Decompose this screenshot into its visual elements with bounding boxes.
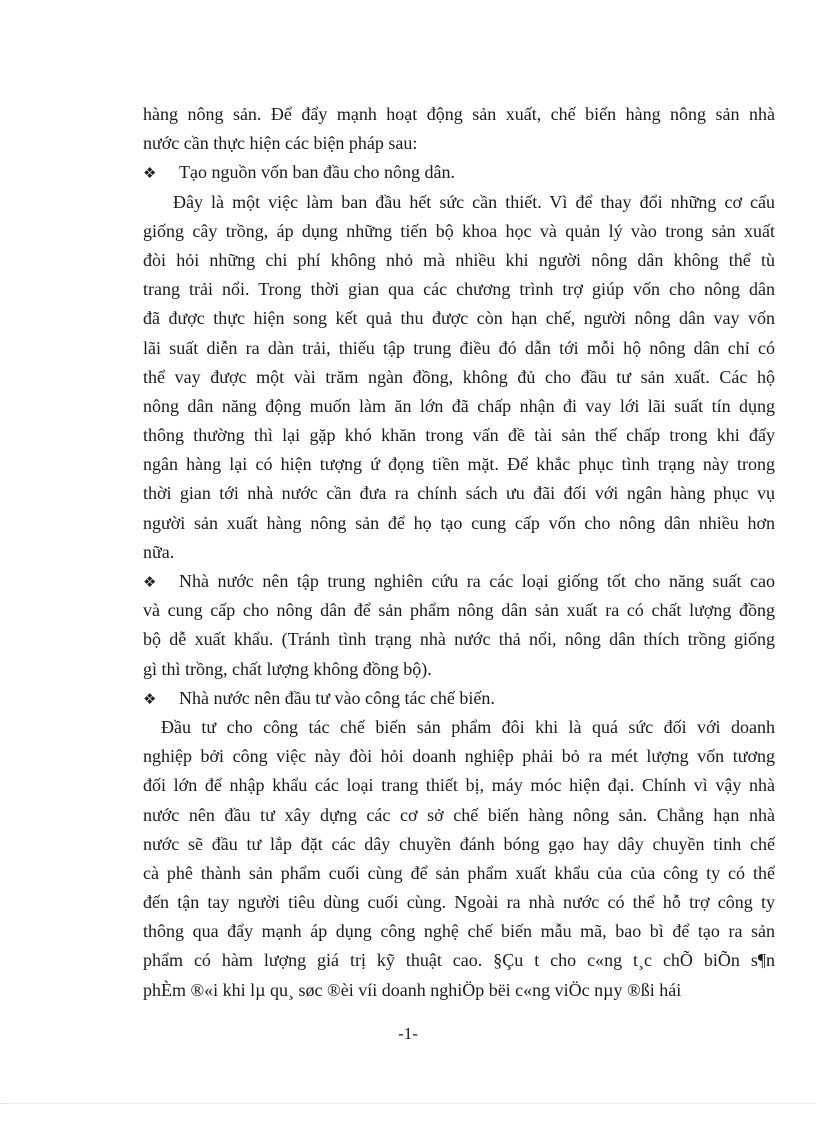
text-line: ngân hàng lại có hiện tượng ứ đọng tiền mặt. Để khắc phục tình trạng này trong [143,454,775,475]
text-line: nông dân năng động muốn làm ăn lớn đã chấp nhận đi vay lới lãi suất tín dụng [143,395,775,416]
body-text [143,100,775,1005]
diamond-bullet-icon: ❖ [143,573,157,591]
text-line: Đây là một việc làm ban đầu hết sức cần thiết. Vì để thay đổi những cơ cấu [173,191,775,212]
text-line: đòi hỏi những chi phí không nhỏ mà nhiều khi người nông dân không thể tù [143,249,775,270]
bullet-item [143,684,775,713]
bullet-text: Nhà nước nên đầu tư vào công tác chế biến. [179,687,495,708]
text-line: thông qua đẩy mạnh áp dụng công nghệ chế biến mẫu mã, bao bì để tạo ra sản [143,921,775,942]
diamond-bullet-icon: ❖ [143,689,157,708]
text-line: cà phê thành sản phẩm cuối cùng để sản phẩm xuất khẩu của của công ty có thể [143,862,775,883]
text-line: phÈm ®«i khi lµ qu¸ søc ®èi víi doanh nghiÖp bëi c«ng viÖc nµy ®ßi hái [143,979,682,1000]
text-line: nghiệp bởi công việc này đòi hỏi doanh nghiệp phải bỏ ra mét lượng vốn tương [143,746,775,767]
text-line: người sản xuất hàng nông sản để họ tạo cung cấp vốn cho nông dân nhiều hơn [143,512,775,533]
text-line: gì thì trồng, chất lượng không đồng bộ). [143,658,432,679]
bullet-item [143,158,775,187]
page-number: -1- [398,1024,418,1043]
bullet-item [143,567,775,596]
text-line: Đầu tư cho công tác chế biến sản phẩm đôi khi là quá sức đối với doanh [161,716,775,737]
text-line: nữa. [143,541,175,562]
text-line: bộ dễ xuất khẩu. (Tránh tình trạng nhà nước thả nổi, nông dân thích trồng giống [143,629,775,650]
text-line: lãi suất diễn ra dàn trải, thiếu tập trung điều đó dẫn tới mỗi hộ nông dân chỉ có [143,337,775,358]
text-line: đến tận tay người tiêu dùng cuối cùng. Ngoài ra nhà nước có thể hỗ trợ công ty [143,892,775,913]
bullet-text: Nhà nước nên tập trung nghiên cứu ra các loại giống tốt cho năng suất cao [179,571,775,591]
text-line: nước nên đầu tư xây dựng các cơ sở chế biến hàng nông sản. Chẳng hạn nhà [143,804,775,825]
text-line: thời gian tới nhà nước cần đưa ra chính sách ưu đãi đối với ngân hàng phục vụ [143,483,775,504]
text-line: và cung cấp cho nông dân để sản phẩm nông dân sản xuất ra có chất lượng đồng [143,600,775,621]
text-line: nước cần thực hiện các biện pháp sau: [143,133,418,154]
footer-divider [0,1103,816,1104]
text-line: nước sẽ đầu tư lắp đặt các dây chuyền đánh bóng gạo hay dây chuyền tinh chế [143,833,775,854]
text-line: thông thường thì lại gặp khó khăn trong vấn đề tài sản thế chấp trong khi đấy [143,425,775,446]
text-line: đối lớn để nhập khẩu các loại trang thiết bị, máy móc hiện đại. Chính vì vậy nhà [143,775,775,796]
text-line: đã được thực hiện song kết quả thu được còn hạn chế, người nông dân vay vốn [143,308,775,329]
text-line: phẩm có hàm lượng giá trị kỹ thuật cao. §Çu t cho c«ng t¸c chÕ biÕn s¶n [143,950,775,971]
text-line: thể vay được một vài trăm ngàn đồng, không đủ cho đầu tư sản xuất. Các hộ [143,366,775,387]
text-line: giống cây trồng, áp dụng những tiến bộ khoa học và quản lý vào trong sản xuất [143,220,775,241]
diamond-bullet-icon: ❖ [143,164,157,183]
text-line: trang trải nổi. Trong thời gian qua các chương trình trợ giúp vốn cho nông dân [143,279,775,300]
text-line: hàng nông sản. Để đẩy mạnh hoạt động sản xuất, chế biến hàng nông sản nhà [143,104,775,124]
bullet-text: Tạo nguồn vốn ban đầu cho nông dân. [179,162,455,183]
